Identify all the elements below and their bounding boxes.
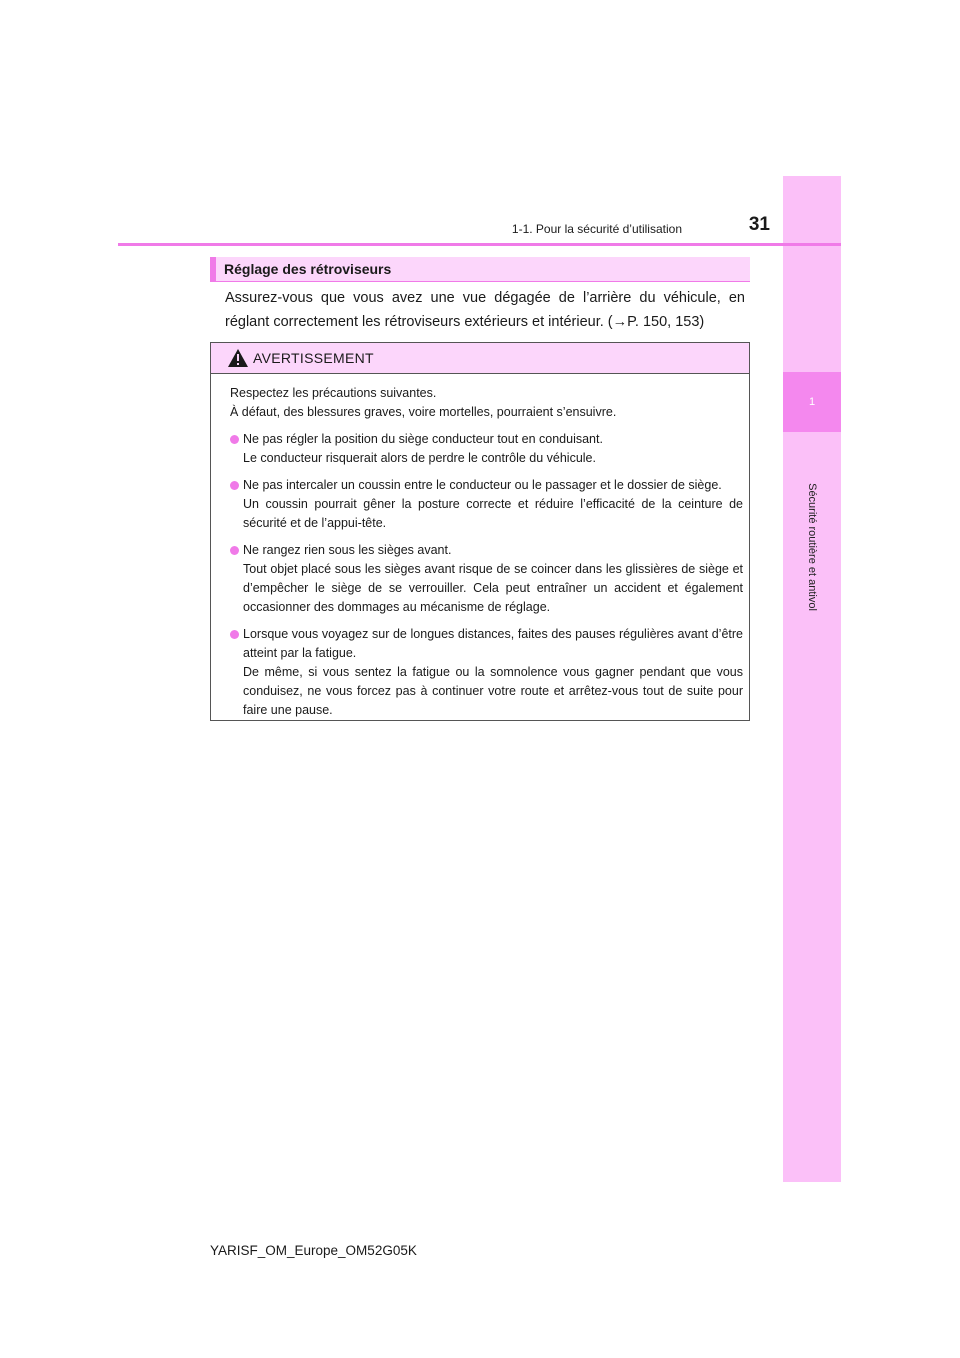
bullet-text: Le conducteur risquerait alors de perdre le contrôle du véhicule. — [243, 451, 596, 465]
bullet-dot-icon — [230, 546, 239, 555]
section-heading — [210, 257, 750, 282]
header-rule — [118, 243, 841, 246]
chapter-title: 1-1. Pour la sécurité d’utilisation — [511, 222, 682, 236]
warning-box — [210, 342, 750, 721]
warning-bullet — [230, 625, 743, 720]
page-number: 31 — [748, 214, 770, 235]
warning-body — [211, 374, 749, 720]
section-heading-accent — [210, 257, 216, 281]
bullet-text: De même, si vous sentez la fatigue ou la somnolence vous gagner pendant que vous conduisez, ne vous forcez pas à continuer votre route et arrêtez-vous tout de suite pour faire une pause. — [243, 665, 743, 717]
bullet-dot-icon — [230, 481, 239, 490]
footer-document-id: YARISF_OM_Europe_OM52G05K — [210, 1243, 417, 1258]
section-heading-label: Réglage des rétroviseurs — [224, 261, 392, 277]
bullet-text: Tout objet placé sous les sièges avant risque de se coincer dans les glissières de siège et d’empêcher le siège de se verrouiller. Cela peut entraîner un accident et également occasionner des dommages au mécanisme de réglage. — [243, 562, 743, 614]
warning-bullet — [230, 476, 743, 533]
bullet-text: Ne pas intercaler un coussin entre le conducteur ou le passager et le dossier de siège. — [243, 478, 722, 492]
warning-triangle-icon — [227, 348, 249, 368]
section-intro-line: Assurez-vous que vous avez une vue dégagée de l’arrière du véhicule, en — [225, 290, 745, 306]
section-intro-line: réglant correctement les rétroviseurs extérieurs et intérieur. (→P. 150, 153) — [225, 314, 705, 330]
bullet-text: Ne pas régler la position du siège conducteur tout en conduisant. — [243, 432, 603, 446]
bullet-dot-icon — [230, 435, 239, 444]
warning-bullet — [230, 541, 743, 617]
warning-bullet — [230, 430, 743, 468]
side-tab — [783, 176, 841, 1182]
bullet-dot-icon — [230, 630, 239, 639]
warning-intro — [230, 384, 743, 422]
side-tab-number: 1 — [783, 372, 841, 432]
side-tab-title-text: Sécurité routière et antivol — [806, 483, 819, 611]
warning-intro-line: Respectez les précautions suivantes. — [230, 386, 437, 400]
side-tab-title — [783, 432, 841, 662]
section-intro — [225, 286, 745, 334]
warning-intro-line: À défaut, des blessures graves, voire mortelles, pourraient s’ensuivre. — [230, 405, 617, 419]
bullet-text: Lorsque vous voyagez sur de longues distances, faites des pauses régulières avant d’être atteint par la fatigue. — [243, 627, 743, 660]
bullet-text: Ne rangez rien sous les sièges avant. — [243, 543, 452, 557]
bullet-text: Un coussin pourrait gêner la posture correcte et réduire l’efficacité de la ceinture de sécurité et de l’appui-tête. — [243, 497, 743, 530]
warning-title: AVERTISSEMENT — [253, 350, 374, 366]
warning-header — [211, 343, 749, 374]
